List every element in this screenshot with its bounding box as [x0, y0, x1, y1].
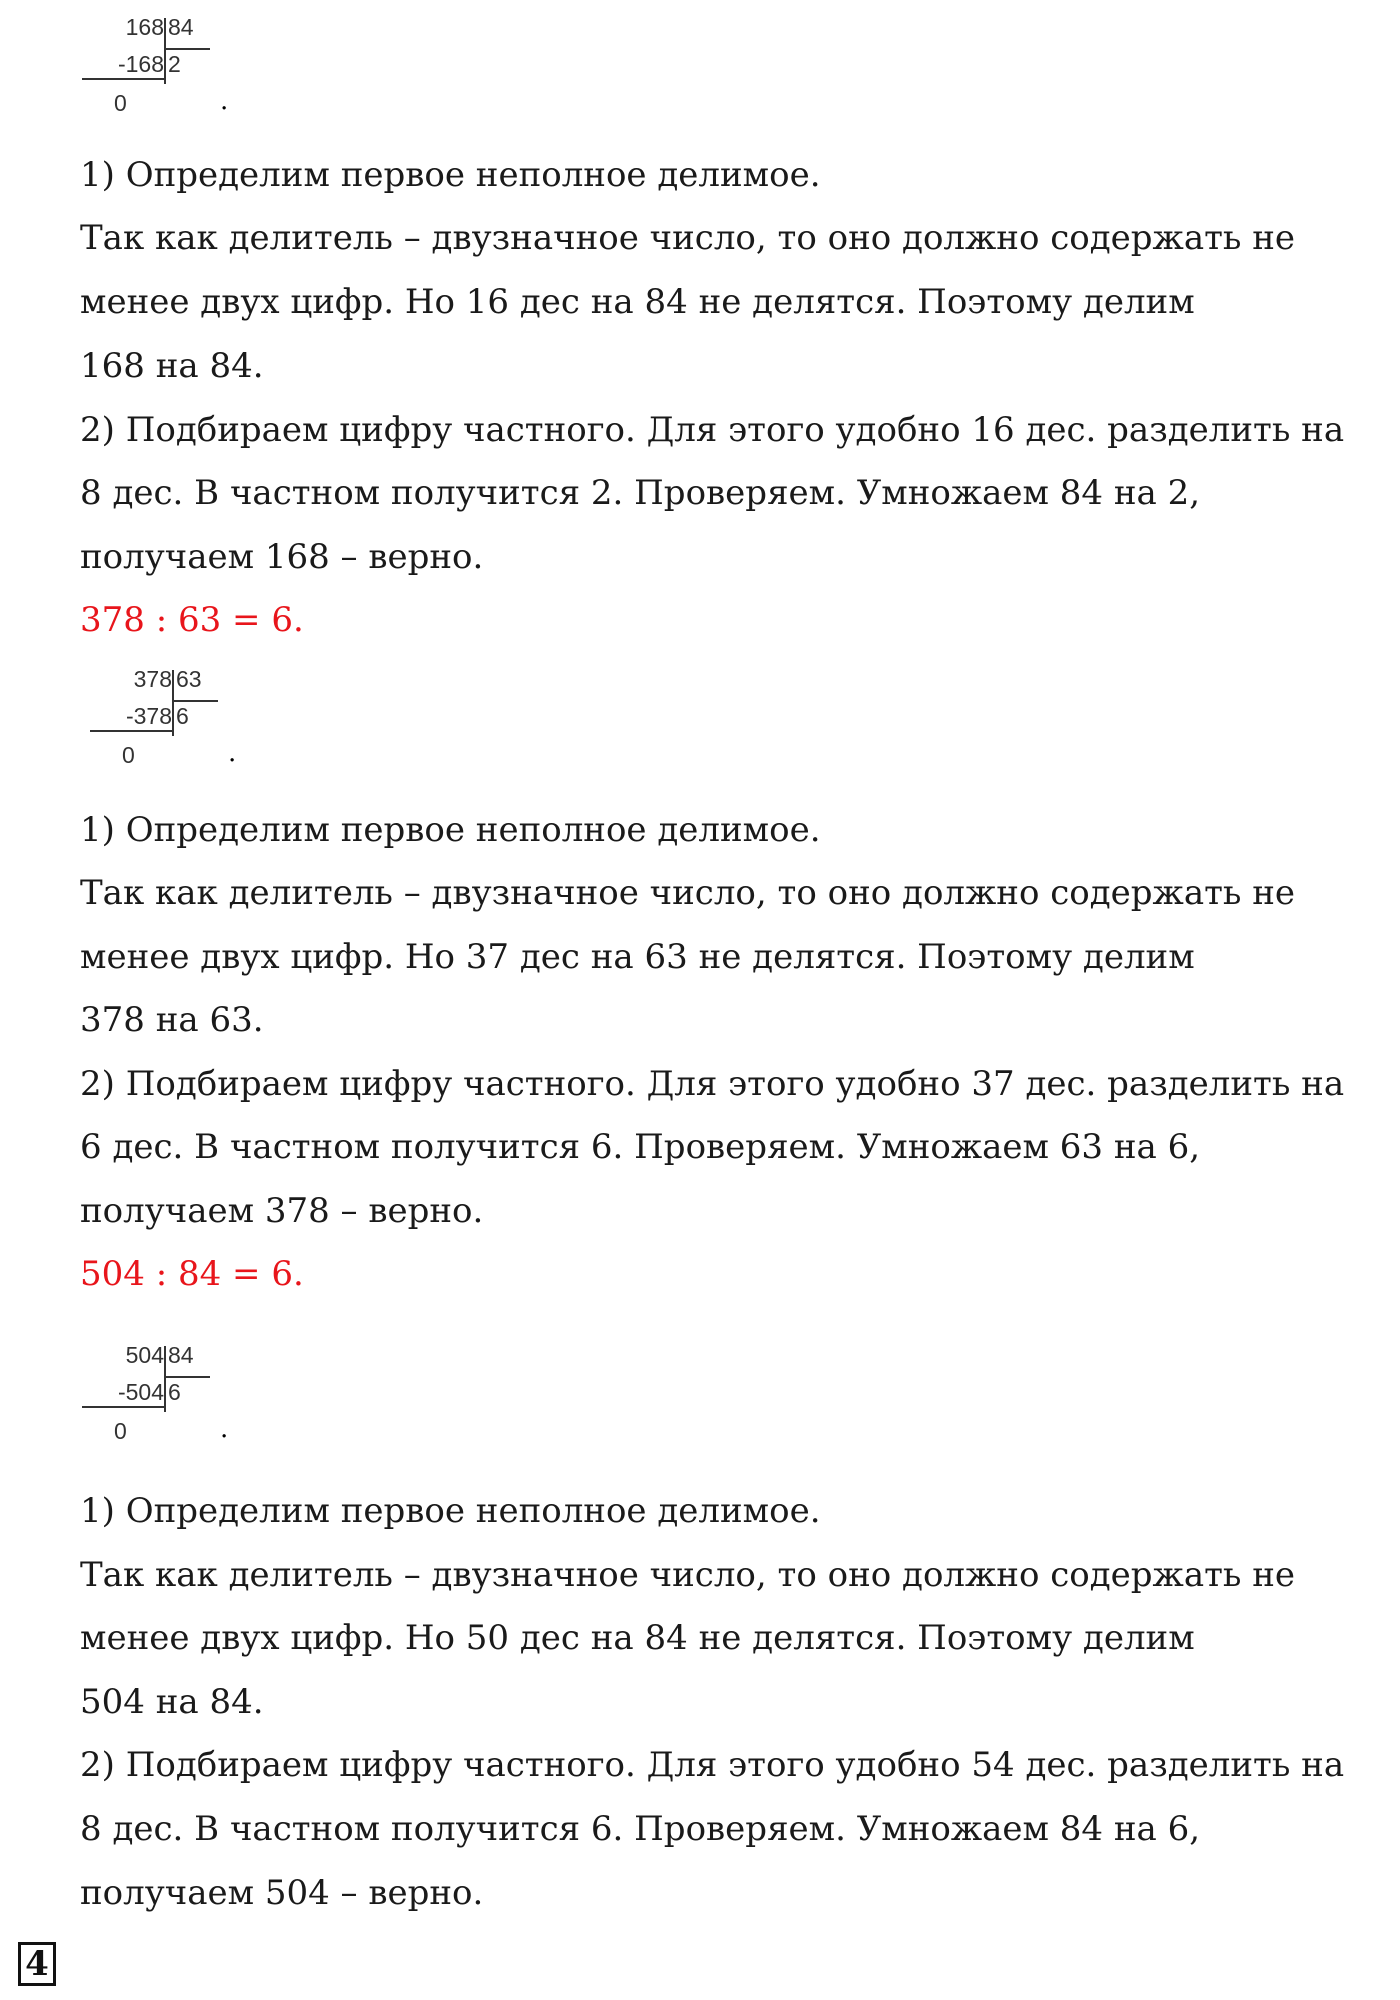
text-line: 504 на 84. — [80, 1682, 264, 1722]
text-line: 1) Определим первое неполное делимое. — [80, 155, 821, 195]
trailing-dot: . — [220, 86, 229, 116]
dividend: 378 — [133, 666, 172, 692]
subtrahend-underline — [90, 730, 172, 732]
text-line: 1) Определим первое неполное делимое. — [80, 1491, 821, 1531]
text-line: 6 дес. В частном получится 6. Проверяем. Умножаем 63 на 6, — [80, 1127, 1201, 1167]
text-line: менее двух цифр. Но 16 дес на 84 не делятся. Поэтому делим — [80, 282, 1195, 322]
divisor-underline — [166, 1376, 210, 1378]
quotient: 6 — [176, 703, 189, 729]
text-line: Так как делитель – двузначное число, то оно должно содержать не — [80, 873, 1296, 913]
quotient: 6 — [168, 1379, 181, 1405]
divisor: 84 — [168, 14, 194, 40]
text-line: получаем 504 – верно. — [80, 1873, 484, 1913]
dividend: 168 — [125, 14, 164, 40]
subtrahend: -378 — [125, 703, 172, 729]
quotient: 2 — [168, 51, 181, 77]
subtrahend: -504 — [117, 1379, 164, 1405]
long-division-168-by-84 — [80, 14, 229, 124]
text-line: 2) Подбираем цифру частного. Для этого удобно 16 дес. разделить на — [80, 410, 1345, 450]
text-line: 2) Подбираем цифру частного. Для этого удобно 54 дес. разделить на — [80, 1745, 1345, 1785]
text-line: 168 на 84. — [80, 346, 264, 386]
divisor-underline — [166, 48, 210, 50]
dividend: 504 — [125, 1342, 164, 1368]
remainder: 0 — [114, 1418, 127, 1444]
equation: 378 : 63 = 6. — [80, 600, 304, 640]
equation: 504 : 84 = 6. — [80, 1254, 304, 1294]
text-line: 378 на 63. — [80, 1000, 264, 1040]
long-division-378-by-63 — [88, 666, 237, 776]
text-line: менее двух цифр. Но 37 дес на 63 не делятся. Поэтому делим — [80, 937, 1195, 977]
trailing-dot: . — [228, 738, 237, 768]
subtrahend-underline — [82, 1406, 164, 1408]
subtrahend: -168 — [117, 51, 164, 77]
subtrahend-underline — [82, 78, 164, 80]
text-line: 1) Определим первое неполное делимое. — [80, 810, 821, 850]
remainder: 0 — [122, 742, 135, 768]
trailing-dot: . — [220, 1414, 229, 1444]
division-vertical-rule — [164, 18, 166, 84]
text-line: получаем 168 – верно. — [80, 537, 484, 577]
text-line: Так как делитель – двузначное число, то оно должно содержать не — [80, 218, 1296, 258]
text-line: 8 дес. В частном получится 6. Проверяем. Умножаем 84 на 6, — [80, 1809, 1201, 1849]
divisor: 84 — [168, 1342, 194, 1368]
division-vertical-rule — [172, 670, 174, 736]
division-vertical-rule — [164, 1346, 166, 1412]
text-line: 8 дес. В частном получится 2. Проверяем. Умножаем 84 на 2, — [80, 473, 1201, 513]
divisor-underline — [174, 700, 218, 702]
text-line: менее двух цифр. Но 50 дес на 84 не делятся. Поэтому делим — [80, 1618, 1195, 1658]
long-division-504-by-84 — [80, 1342, 229, 1452]
text-line: Так как делитель – двузначное число, то оно должно содержать не — [80, 1555, 1296, 1595]
remainder: 0 — [114, 90, 127, 116]
text-line: получаем 378 – верно. — [80, 1191, 484, 1231]
text-line: 2) Подбираем цифру частного. Для этого удобно 37 дес. разделить на — [80, 1064, 1345, 1104]
page-number-box: 4 — [18, 1942, 56, 1986]
divisor: 63 — [176, 666, 202, 692]
